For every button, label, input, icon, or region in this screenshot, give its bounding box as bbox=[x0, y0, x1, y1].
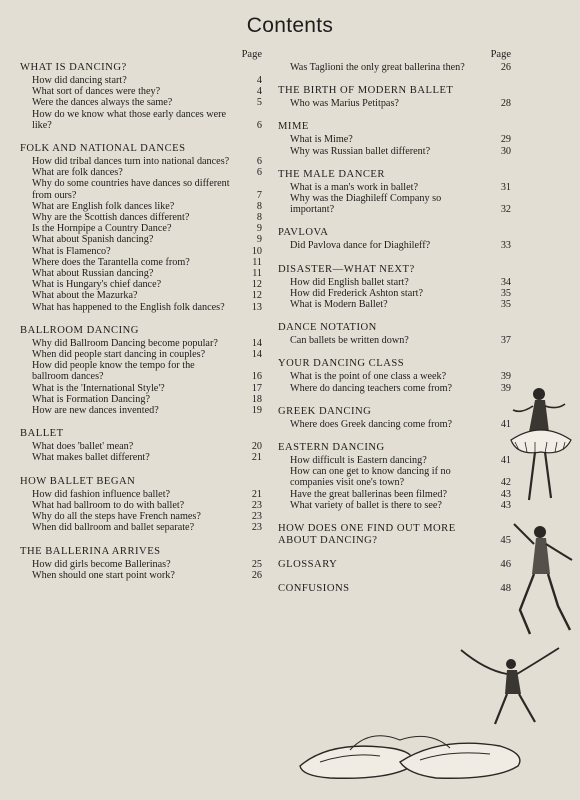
entry-question: Why was Russian ballet different? bbox=[290, 145, 431, 157]
entry-page-number: 19 bbox=[251, 405, 262, 417]
entry-page-number: 5 bbox=[256, 97, 262, 109]
section-title: GREEK DANCING bbox=[278, 405, 372, 417]
entry-page-number: 23 bbox=[251, 511, 262, 523]
leaping-dancer-illustration bbox=[455, 640, 565, 730]
entry-page-number: 25 bbox=[251, 558, 262, 570]
page-column-label: Page bbox=[490, 49, 511, 60]
toc-section bbox=[278, 264, 511, 311]
entry-page-number: 11 bbox=[252, 256, 262, 268]
entry-page-number: 12 bbox=[251, 290, 262, 302]
entry-question: Have the great ballerinas been filmed? bbox=[290, 488, 447, 500]
entry-question: What about Russian dancing? bbox=[32, 268, 154, 280]
entry-question: What is Hungary's chief dance? bbox=[32, 279, 162, 291]
toc-entry bbox=[20, 441, 262, 452]
entry-page-number: 4 bbox=[256, 86, 262, 98]
entry-question: How did girls become Ballerinas? bbox=[32, 558, 171, 570]
entry-page-number: 13 bbox=[251, 301, 262, 313]
entry-question: What has happened to the English folk dances? bbox=[32, 301, 225, 313]
toc-entry bbox=[278, 500, 511, 511]
entry-question: How did dancing start? bbox=[32, 75, 127, 86]
section-title: THE BALLERINA ARRIVES bbox=[20, 545, 161, 557]
left-column bbox=[20, 48, 262, 593]
toc-entry bbox=[20, 349, 262, 360]
entry-page-number: 14 bbox=[251, 337, 262, 349]
entry-page-number: 17 bbox=[251, 382, 262, 394]
section-title: HOW BALLET BEGAN bbox=[20, 475, 136, 487]
entry-page-number: 10 bbox=[251, 245, 262, 257]
entry-page-number: 32 bbox=[500, 204, 511, 216]
entry-page-number: 34 bbox=[500, 276, 511, 288]
toc-entry bbox=[20, 360, 262, 382]
toc-entry bbox=[20, 86, 262, 97]
toc-entry bbox=[278, 240, 511, 251]
entry-page-number: 7 bbox=[256, 189, 262, 201]
entry-page-number: 23 bbox=[251, 499, 262, 511]
standalone-section-title bbox=[278, 559, 511, 571]
entry-question: What is Flamenco? bbox=[32, 245, 111, 257]
entry-page-number: 30 bbox=[500, 145, 511, 157]
toc-entry bbox=[20, 302, 262, 313]
section-title: PAVLOVA bbox=[278, 227, 329, 239]
entry-question: How did people know the tempo for the ballroom dances? bbox=[32, 360, 195, 383]
toc-entry bbox=[278, 62, 511, 73]
toc-entry bbox=[278, 182, 511, 193]
entry-page-number: 39 bbox=[500, 382, 511, 394]
entry-question: Why are the Scottish dances different? bbox=[32, 212, 190, 224]
entry-page-number: 39 bbox=[500, 371, 511, 383]
right-column bbox=[278, 48, 511, 607]
entry-question: When did people start dancing in couples? bbox=[32, 349, 206, 361]
toc-section bbox=[278, 169, 511, 216]
entry-question: What is the 'International Style'? bbox=[32, 382, 165, 394]
toc-entry bbox=[20, 109, 262, 131]
toc-section bbox=[278, 227, 511, 251]
toc-section bbox=[20, 325, 262, 416]
ballerina-illustration bbox=[505, 380, 577, 505]
entry-page-number: 28 bbox=[500, 98, 511, 110]
entry-question: How are new dances invented? bbox=[32, 405, 159, 417]
toc-entry bbox=[278, 146, 511, 157]
toc-entry bbox=[20, 97, 262, 108]
entry-page-number: 21 bbox=[251, 452, 262, 464]
toc-entry bbox=[20, 167, 262, 178]
entry-page-number: 9 bbox=[256, 234, 262, 246]
entry-question: What had ballroom to do with ballet? bbox=[32, 499, 185, 511]
toc-entry bbox=[20, 511, 262, 522]
toc-entry bbox=[20, 234, 262, 245]
entry-page-number: 6 bbox=[256, 167, 262, 179]
entry-page-number: 33 bbox=[500, 240, 511, 252]
toc-entry bbox=[20, 559, 262, 570]
toc-entry bbox=[278, 455, 511, 466]
section-title: WHAT IS DANCING? bbox=[20, 62, 127, 73]
toc-entry bbox=[20, 489, 262, 500]
entry-question: Who was Marius Petitpas? bbox=[290, 98, 399, 110]
entry-question: What makes ballet different? bbox=[32, 452, 150, 464]
toc-entry bbox=[278, 383, 511, 394]
entry-page-number: 11 bbox=[252, 268, 262, 280]
entry-page-number: 12 bbox=[251, 279, 262, 291]
toc-section bbox=[20, 546, 262, 581]
toc-section bbox=[278, 442, 511, 511]
section-title: MIME bbox=[278, 121, 309, 133]
entry-page-number: 26 bbox=[251, 569, 262, 581]
section-title: YOUR DANCING CLASS bbox=[278, 358, 405, 370]
entry-page-number: 41 bbox=[500, 455, 511, 467]
entry-page-number: 14 bbox=[251, 349, 262, 361]
section-title: THE MALE DANCER bbox=[278, 168, 385, 180]
toc-entry bbox=[20, 338, 262, 349]
toc-entry bbox=[20, 570, 262, 581]
entry-page-number: 8 bbox=[256, 200, 262, 212]
entry-question: When should one start point work? bbox=[32, 569, 175, 581]
page-title: Contents bbox=[246, 14, 334, 37]
entry-page-number: 41 bbox=[500, 418, 511, 430]
toc-section bbox=[278, 322, 511, 346]
entry-question: Why do some countries have dances so different from ours? bbox=[32, 178, 230, 201]
toc-entry bbox=[278, 489, 511, 500]
standalone-section-title bbox=[278, 583, 511, 595]
toc-section bbox=[20, 62, 262, 131]
entry-question: How did fashion influence ballet? bbox=[32, 488, 171, 500]
toc-section bbox=[278, 406, 511, 430]
entry-page-number: 29 bbox=[500, 134, 511, 146]
toc-entry bbox=[20, 452, 262, 463]
entry-question: Where does Greek dancing come from? bbox=[290, 418, 453, 430]
toc-section bbox=[20, 476, 262, 534]
entry-question: What is Modern Ballet? bbox=[290, 299, 388, 311]
toc-entry bbox=[20, 268, 262, 279]
entry-page-number: 9 bbox=[256, 223, 262, 235]
entry-page-number: 31 bbox=[500, 181, 511, 193]
entry-question: When did ballroom and ballet separate? bbox=[32, 522, 195, 534]
entry-question: Why do all the steps have French names? bbox=[32, 511, 201, 523]
entry-page-number: 45 bbox=[500, 535, 511, 547]
entry-page-number: 20 bbox=[251, 441, 262, 453]
toc-section bbox=[278, 559, 511, 571]
toc-section bbox=[278, 62, 511, 73]
toc-section bbox=[20, 143, 262, 313]
entry-question: Is the Hornpipe a Country Dance? bbox=[32, 223, 172, 235]
toc-entry bbox=[20, 75, 262, 86]
entry-question: How do we know what those early dances were like? bbox=[32, 108, 227, 131]
toc-entry bbox=[20, 290, 262, 301]
entry-page-number: 26 bbox=[500, 62, 511, 73]
entry-page-number: 23 bbox=[251, 522, 262, 534]
entry-page-number: 35 bbox=[500, 299, 511, 311]
entry-page-number: 37 bbox=[500, 335, 511, 347]
entry-page-number: 21 bbox=[251, 488, 262, 500]
entry-question: How can one get to know dancing if no companies visit one's town? bbox=[290, 466, 451, 489]
toc-entry bbox=[20, 394, 262, 405]
entry-page-number: 35 bbox=[500, 287, 511, 299]
entry-question: Why was the Diaghileff Company so important? bbox=[290, 193, 442, 216]
section-title: DANCE NOTATION bbox=[278, 322, 377, 334]
entry-question: What sort of dances were they? bbox=[32, 86, 161, 98]
standalone-section-title bbox=[278, 523, 511, 547]
toc-entry bbox=[20, 223, 262, 234]
section-title: CONFUSIONS bbox=[278, 583, 350, 595]
toc-entry bbox=[20, 156, 262, 167]
toc-entry bbox=[278, 335, 511, 346]
entry-question: How did English ballet start? bbox=[290, 276, 409, 288]
section-title: GLOSSARY bbox=[278, 559, 338, 571]
entry-question: What is a man's work in ballet? bbox=[290, 181, 419, 193]
toc-section bbox=[278, 523, 511, 547]
entry-question: Why did Ballroom Dancing become popular? bbox=[32, 337, 218, 349]
entry-question: What about Spanish dancing? bbox=[32, 234, 154, 246]
entry-page-number: 42 bbox=[500, 477, 511, 489]
entry-question: Where does the Tarantella come from? bbox=[32, 256, 190, 268]
toc-entry bbox=[278, 134, 511, 145]
toc-entry bbox=[20, 500, 262, 511]
entry-question: What is the point of one class a week? bbox=[290, 371, 447, 383]
entry-page-number: 4 bbox=[256, 75, 262, 86]
entry-question: Was Taglioni the only great ballerina then? bbox=[290, 62, 465, 73]
entry-question: How did Frederick Ashton start? bbox=[290, 287, 423, 299]
entry-question: Can ballets be written down? bbox=[290, 335, 409, 347]
toc-entry bbox=[20, 257, 262, 268]
entry-question: What is Formation Dancing? bbox=[32, 393, 150, 405]
toc-entry bbox=[20, 522, 262, 533]
toc-entry bbox=[20, 383, 262, 394]
entry-question: What does 'ballet' mean? bbox=[32, 441, 134, 453]
toc-entry bbox=[278, 371, 511, 382]
entry-page-number: 43 bbox=[500, 499, 511, 511]
toc-section bbox=[278, 583, 511, 595]
toc-section bbox=[20, 428, 262, 463]
ballet-shoes-illustration bbox=[290, 722, 530, 792]
entry-page-number: 6 bbox=[256, 119, 262, 131]
toc-entry bbox=[278, 288, 511, 299]
section-title: DISASTER—WHAT NEXT? bbox=[278, 263, 415, 275]
section-title: FOLK AND NATIONAL DANCES bbox=[20, 143, 186, 155]
toc-entry bbox=[20, 279, 262, 290]
toc-entry bbox=[20, 212, 262, 223]
toc-entry bbox=[20, 201, 262, 212]
toc-entry bbox=[20, 246, 262, 257]
section-title: THE BIRTH OF MODERN BALLET bbox=[278, 85, 454, 97]
section-title: HOW DOES ONE FIND OUT MORE ABOUT DANCING? bbox=[278, 523, 456, 547]
entry-question: What about the Mazurka? bbox=[32, 290, 138, 302]
toc-entry bbox=[278, 98, 511, 109]
entry-question: What is Mime? bbox=[290, 134, 353, 146]
page-column-label: Page bbox=[241, 49, 262, 60]
entry-question: Were the dances always the same? bbox=[32, 97, 173, 109]
toc-entry bbox=[278, 193, 511, 215]
entry-question: Did Pavlova dance for Diaghileff? bbox=[290, 240, 431, 252]
section-title: BALLROOM DANCING bbox=[20, 324, 139, 336]
entry-question: How difficult is Eastern dancing? bbox=[290, 455, 427, 467]
section-title: EASTERN DANCING bbox=[278, 442, 385, 454]
toc-section bbox=[278, 85, 511, 109]
entry-page-number: 48 bbox=[500, 583, 511, 595]
toc-entry bbox=[278, 277, 511, 288]
toc-entry bbox=[278, 466, 511, 488]
toc-entry bbox=[278, 299, 511, 310]
entry-question: What variety of ballet is there to see? bbox=[290, 499, 442, 511]
male-dancer-illustration bbox=[510, 520, 578, 640]
toc-section bbox=[278, 358, 511, 393]
entry-question: How did tribal dances turn into national dances? bbox=[32, 156, 230, 168]
entry-page-number: 43 bbox=[500, 488, 511, 500]
entry-page-number: 18 bbox=[251, 393, 262, 405]
entry-page-number: 16 bbox=[251, 371, 262, 383]
entry-question: What are folk dances? bbox=[32, 167, 123, 179]
entry-page-number: 46 bbox=[500, 559, 511, 571]
toc-entry bbox=[20, 178, 262, 200]
entry-page-number: 8 bbox=[256, 212, 262, 224]
toc-entry bbox=[20, 405, 262, 416]
toc-entry bbox=[278, 419, 511, 430]
section-title: BALLET bbox=[20, 428, 64, 440]
toc-section bbox=[278, 121, 511, 156]
entry-question: What are English folk dances like? bbox=[32, 200, 175, 212]
entry-page-number: 6 bbox=[256, 156, 262, 168]
entry-question: Where do dancing teachers come from? bbox=[290, 382, 453, 394]
